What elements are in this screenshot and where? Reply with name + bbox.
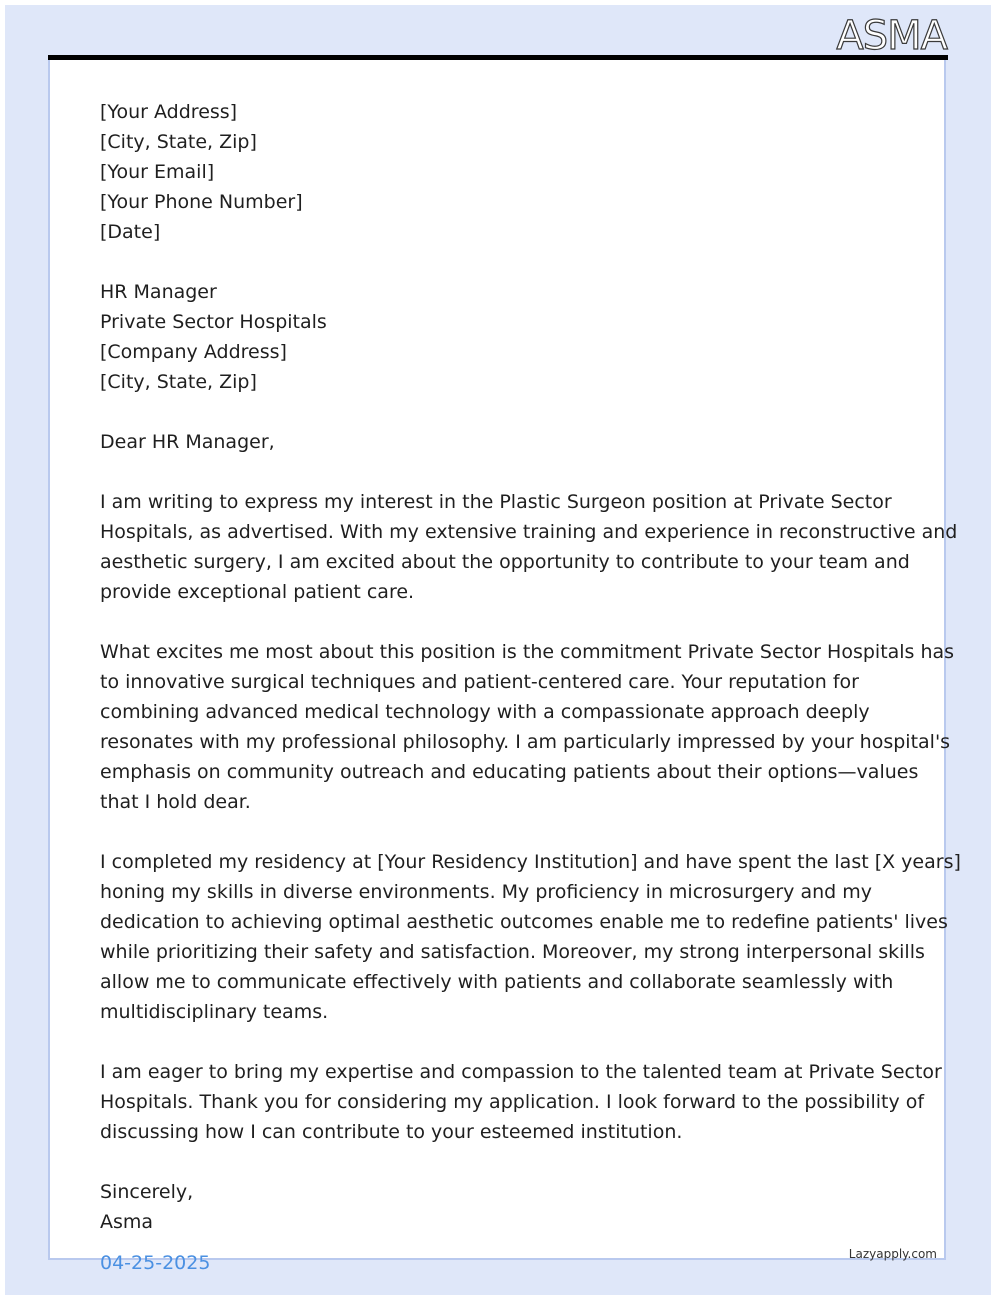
paragraph-line: combining advanced medical technology with a compassionate approach deeply (100, 701, 870, 723)
paragraph-line: Hospitals, as advertised. With my extensive training and experience in reconstructive and (100, 521, 958, 543)
brand-name: ASMA (836, 13, 947, 59)
paragraph-closing (100, 1057, 942, 1147)
sender-address: [Your Address] (100, 101, 238, 123)
paragraph-line: to innovative surgical techniques and patient-centered care. Your reputation for (100, 671, 859, 693)
paragraph-line: I am writing to express my interest in the Plastic Surgeon position at Private Sector (100, 491, 892, 513)
recipient-company: Private Sector Hospitals (100, 311, 327, 333)
paragraph-line: multidisciplinary teams. (100, 1001, 329, 1023)
paragraph-line: that I hold dear. (100, 791, 251, 813)
sender-city-state-zip: [City, State, Zip] (100, 131, 257, 153)
recipient-city-state-zip: [City, State, Zip] (100, 371, 257, 393)
paragraph-line: resonates with my professional philosophy. I am particularly impressed by your hospital's (100, 731, 951, 753)
paragraph-line: honing my skills in diverse environments. My proficiency in microsurgery and my (100, 881, 872, 903)
paragraph-line: I am eager to bring my expertise and compassion to the talented team at Private Sector (100, 1061, 942, 1083)
recipient-title: HR Manager (100, 281, 217, 303)
paragraph-line: allow me to communicate effectively with patients and collaborate seamlessly with (100, 971, 894, 993)
paragraph-line: dedication to achieving optimal aesthetic outcomes enable me to redefine patients' lives (100, 911, 948, 933)
paragraph-line: while prioritizing their safety and satisfaction. Moreover, my strong interpersonal skills (100, 941, 925, 963)
paragraph-intro (100, 487, 958, 607)
date-stamp: 04-25-2025 (100, 1252, 211, 1274)
recipient-block (100, 277, 900, 397)
paragraph-line: Hospitals. Thank you for considering my application. I look forward to the possibility of (100, 1091, 925, 1113)
salutation (100, 427, 900, 457)
recipient-address: [Company Address] (100, 341, 287, 363)
sender-phone: [Your Phone Number] (100, 191, 303, 213)
valediction: Sincerely, (100, 1181, 194, 1203)
paragraph-line: provide exceptional patient care. (100, 581, 415, 603)
watermark-link[interactable]: Lazyapply.com (848, 1247, 937, 1261)
paragraph-line: What excites me most about this position is the commitment Private Sector Hospitals has (100, 641, 955, 663)
signer-name: Asma (100, 1211, 154, 1233)
sender-block (100, 97, 900, 247)
salutation-text: Dear HR Manager, (100, 431, 275, 453)
paragraph-motivation (100, 637, 955, 817)
sender-email: [Your Email] (100, 161, 215, 183)
paragraph-line: aesthetic surgery, I am excited about the opportunity to contribute to your team and (100, 551, 910, 573)
signature-block (100, 1177, 900, 1237)
paragraph-line: discussing how I can contribute to your esteemed institution. (100, 1121, 683, 1143)
paragraph-experience (100, 847, 961, 1027)
cover-letter-body (100, 97, 961, 1237)
header-rule (48, 55, 948, 60)
sender-date: [Date] (100, 221, 161, 243)
paragraph-line: emphasis on community outreach and educating patients about their options—values (100, 761, 919, 783)
paragraph-line: I completed my residency at [Your Residency Institution] and have spent the last [X years] (100, 851, 961, 873)
